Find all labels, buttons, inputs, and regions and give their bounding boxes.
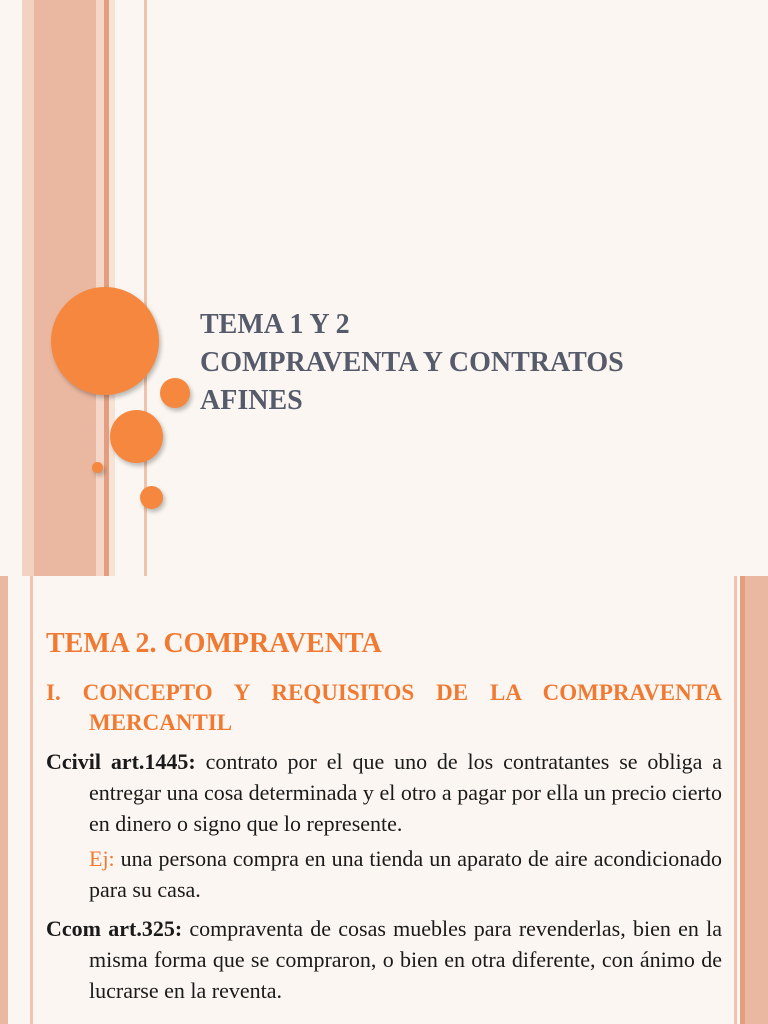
decorative-stripe: [745, 576, 768, 1024]
decorative-circle: [140, 486, 163, 509]
example-label: Ej:: [89, 846, 115, 871]
slide-title: [200, 306, 740, 420]
example-text: una persona compra en una tienda un aparato de aire acondicionado para su casa.: [89, 846, 722, 902]
tema-heading: TEMA 2. COMPRAVENTA: [46, 628, 382, 659]
decorative-circle: [110, 410, 163, 463]
article-label: Ccom art.325:: [46, 916, 183, 941]
decorative-circle-large: [51, 287, 159, 395]
content-slide: [0, 576, 768, 1024]
section-heading: I. CONCEPTO Y REQUISITOS DE LA COMPRAVENTA MERCANTIL: [46, 680, 722, 735]
decorative-stripe: [0, 576, 8, 1024]
article-text: compraventa de cosas muebles para revenderlas, bien en la misma forma que se compraron, o bien en otra diferente, con ánimo de lucrarse en la reventa.: [89, 916, 722, 1003]
article-label: Ccivil art.1445:: [46, 749, 196, 774]
title-line-3: AFINES: [200, 385, 303, 416]
title-line-1: TEMA 1 Y 2: [200, 309, 350, 340]
example: [46, 843, 722, 905]
slide-content: [46, 626, 722, 1006]
decorative-stripe: [34, 0, 96, 576]
ccivil-definition: [46, 746, 722, 839]
decorative-circle: [160, 378, 190, 408]
decorative-stripe: [734, 576, 737, 1024]
decorative-circle: [92, 462, 103, 473]
article-text: contrato por el que uno de los contratantes se obliga a entregar una cosa determinada y el otro a pagar por ella un precio cierto en dinero o signo que lo represente.: [89, 749, 722, 836]
title-line-2: COMPRAVENTA Y CONTRATOS: [200, 347, 624, 378]
decorative-stripe: [30, 576, 33, 1024]
decorative-stripe: [22, 0, 34, 576]
ccom-definition: [46, 913, 722, 1006]
